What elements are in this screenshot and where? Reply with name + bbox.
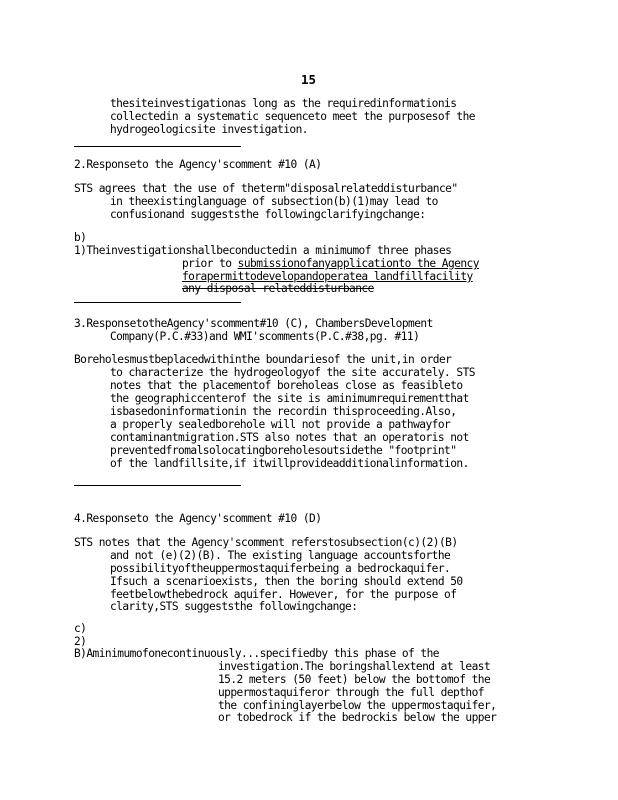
text-line: [182, 257, 479, 270]
text-line: STS notes that the Agency'scomment referstosubsection(c)(2)(B): [74, 536, 458, 549]
section-divider: [74, 485, 241, 486]
subsection-label: b): [74, 231, 87, 244]
subsection-label: c): [74, 622, 87, 635]
text-line: feetbelowthebedrock aquifer. However, for the purpose of: [110, 588, 457, 601]
deleted-text: any disposal relateddisturbance: [182, 282, 374, 295]
text-line: in theexistinglanguage of subsection(b)(1)may lead to: [110, 195, 438, 208]
text-line: a properly sealedborehole will not provide a pathwayfor: [110, 418, 451, 431]
text-line: Ifsuch a scenarioexists, then the boring should extend 50: [110, 575, 463, 588]
text-line: of the landfillsite,if itwillprovideadditionalinformation.: [110, 457, 469, 470]
text-line: preventedfromalsolocatingboreholesoutsidethe "footprint": [110, 444, 457, 457]
text-line: to characterize the hydrogeologyof the site accurately. STS: [110, 366, 475, 379]
text-line: hydrogeologicsite investigation.: [110, 123, 308, 136]
inserted-text: forapermittodevelopandoperatea landfillfacility: [182, 270, 473, 283]
text-line: thesiteinvestigationas long as the requiredinformationis: [110, 97, 457, 110]
text-line: contaminantmigration.STS also notes that an operatoris not: [110, 431, 469, 444]
text-line: B)Aminimumofonecontinuously...specifiedby this phase of the: [74, 647, 439, 660]
text-line: and not (e)(2)(B). The existing language accountsforthe: [110, 549, 451, 562]
section-4-heading: 4.Responseto the Agency'scomment #10 (D): [74, 512, 322, 525]
text-line: clarity,STS suggeststhe followingchange:: [110, 600, 358, 613]
text-line: uppermostaquiferor through the full depthof: [218, 686, 484, 699]
text-line: collectedin a systematic sequenceto meet the purposesof the: [110, 110, 475, 123]
text-line: possibilityoftheuppermostaquiferbeing a bedrockaquifer.: [110, 562, 451, 575]
text-line: the confininglayerbelow the uppermostaquifer,: [218, 699, 497, 712]
text-line: Boreholesmustbeplacedwithinthe boundariesof the unit,in order: [74, 353, 452, 366]
text-line: 15.2 meters (50 feet) below the bottomof the: [218, 673, 491, 686]
section-2-heading: 2.Responseto the Agency'scomment #10 (A): [74, 158, 322, 171]
text-line: notes that the placementof boreholeas close as feasibleto: [110, 379, 463, 392]
section-divider: [74, 302, 241, 303]
text-line: or tobedrock if the bedrockis below the upper: [218, 711, 497, 724]
text-span: prior to: [182, 257, 238, 270]
page-number: 15: [301, 72, 317, 87]
text-line: isbasedoninformationin the recordin thisproceeding.Also,: [110, 405, 457, 418]
text-line: 1)Theinvestigationshallbeconductedin a minimumof three phases: [74, 244, 452, 257]
text-line: investigation.The boringshallextend at least: [218, 660, 491, 673]
subsection-label: 2): [74, 635, 87, 648]
section-divider: [74, 146, 241, 147]
text-line: STS agrees that the use of theterm"disposalrelateddisturbance": [74, 182, 458, 195]
text-line: the geographiccenterof the site is aminimumrequirementthat: [110, 392, 469, 405]
inserted-text: submissionofanyapplicationto the Agency: [237, 257, 479, 270]
text-line: confusionand suggeststhe followingclarifyingchange:: [110, 208, 426, 221]
section-3-heading: 3.ResponsetotheAgency'scomment#10 (C), ChambersDevelopment: [74, 317, 433, 330]
section-3-heading-cont: Company(P.C.#33)and WMI'scomments(P.C.#38,pg. #11): [110, 330, 420, 343]
